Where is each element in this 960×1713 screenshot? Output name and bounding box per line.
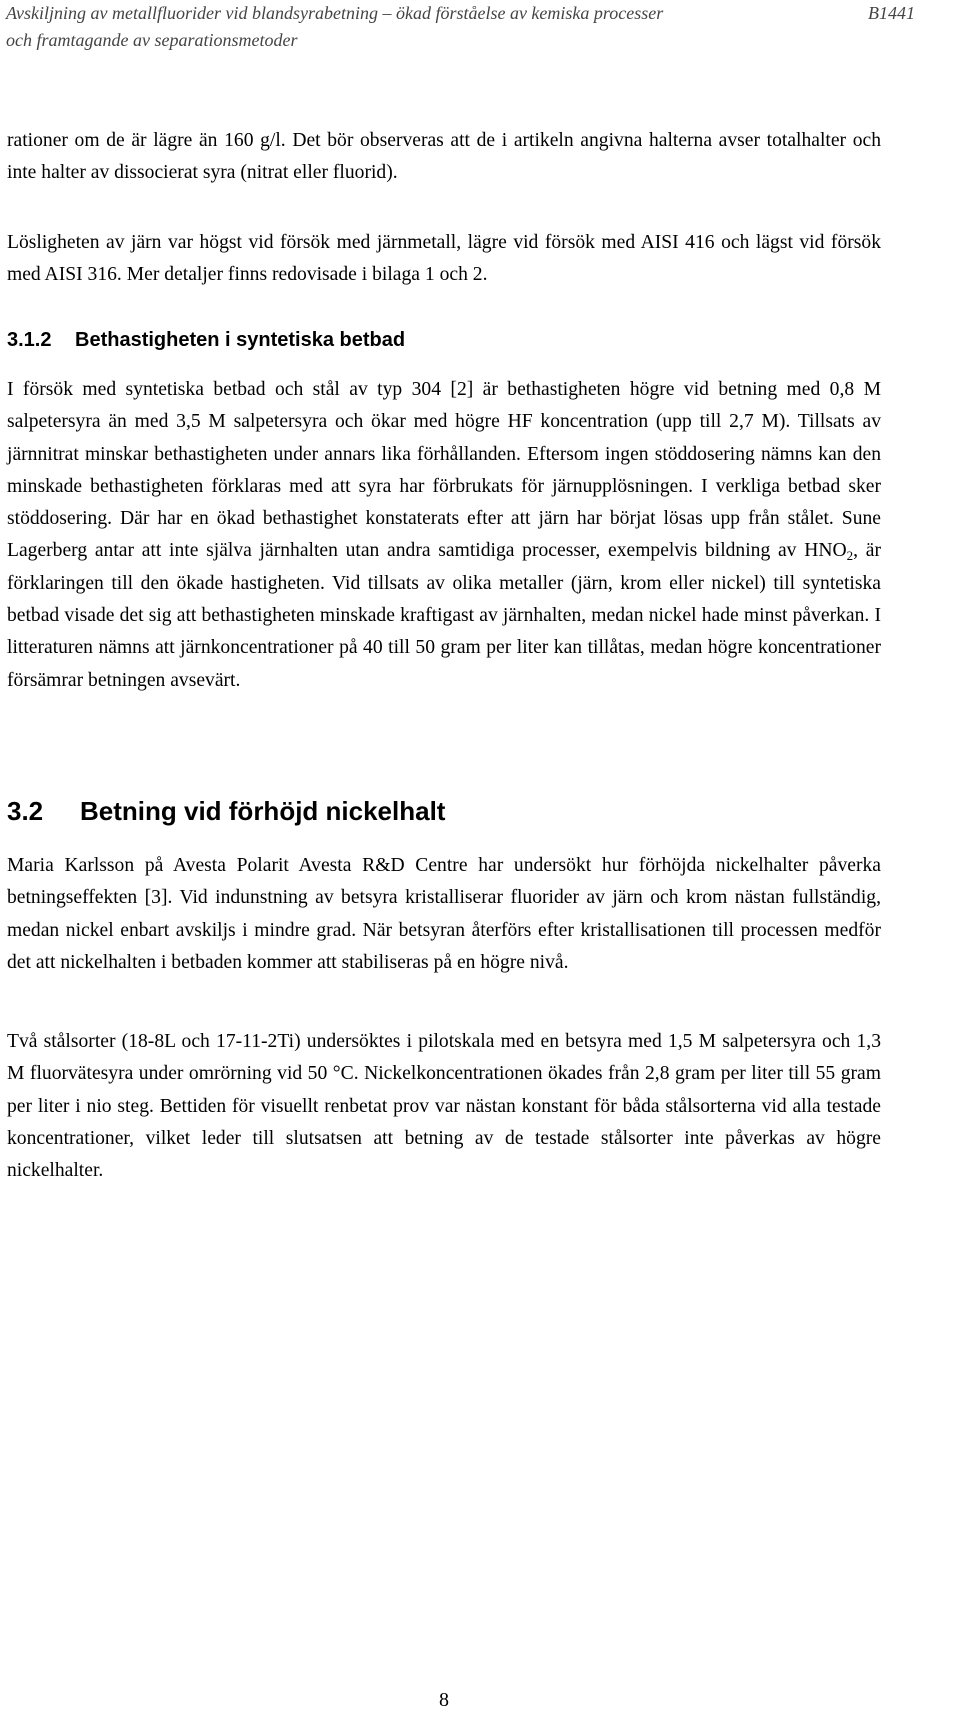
paragraph-pickling-rate — [7, 374, 881, 697]
section-title: Bethastigheten i syntetiska betbad — [75, 329, 406, 351]
subscript: 2 — [846, 548, 854, 564]
header-title-line-1: Avskiljning av metallfluorider vid blandsyrabetning – ökad förståelse av kemiska processer — [6, 3, 664, 23]
section-title: Betning vid förhöjd nickelhalt — [80, 796, 446, 826]
section-heading-3-1-2 — [7, 327, 405, 353]
report-code: B1441 — [868, 3, 915, 23]
paragraph-pilot-scale: Två stålsorter (18-8L och 17-11-2Ti) undersöktes i pilotskala med en betsyra med 1,5 M salpetersyra och 1,3 M fluorvätesyra under omrörning vid 50 °C. Nickelkoncentrationen ökades från 2,8 gram per liter till 55 gram per liter i nio steg. Bettiden för visuellt renbetat prov var nästan konstant för båda stålsorterna vid alla testade koncentrationer, vilket leder till slutsatsen att betning av de testade stålsorter inte påverkas av högre nickelhalter. — [7, 1031, 881, 1182]
body-text: , är förklaringen till den ökade hastigheten. Vid tillsats av olika metaller (järn, krom eller nickel) till syntetiska betbad visade det sig att bethastigheten minskade kraftigast av järnhalten, medan nickel hade minst påverkan. I litteraturen nämns att järnkoncentrationer på 40 till 50 gram per liter kan tillåtas, medan högre koncentrationer försämrar betningen avsevärt. — [7, 540, 881, 691]
running-header-title — [6, 0, 796, 54]
section-heading-3-2 — [7, 795, 445, 827]
section-number: 3.1.2 — [7, 329, 52, 351]
paragraph-nickel-study: Maria Karlsson på Avesta Polarit Avesta R&D Centre har undersökt hur förhöjda nickelhalter påverka betningseffekten [3]. Vid indunstning av betsyra kristalliserar fluorider av järn och krom nästan fullständig, medan nickel enbart avskiljs i mindre grad. När betsyran återförs efter kristallisationen till processen medför det att nickelhalten i betbaden kommer att stabiliseras på en högre nivå. — [7, 855, 881, 973]
paragraph-concentrations: rationer om de är lägre än 160 g/l. Det bör observeras att de i artikeln angivna halterna avser totalhalter och inte halter av dissocierat syra (nitrat eller fluorid). — [7, 130, 881, 184]
header-title-line-2: och framtagande av separationsmetoder — [6, 30, 298, 50]
page-number: 8 — [439, 1689, 449, 1711]
paragraph-iron-solubility: Lösligheten av järn var högst vid försök med järnmetall, lägre vid försök med AISI 416 och lägst vid försök med AISI 316. Mer detaljer finns redovisade i bilaga 1 och 2. — [7, 232, 881, 286]
body-text: I försök med syntetiska betbad och stål av typ 304 [2] är bethastigheten högre vid betning med 0,8 M salpetersyra än med 3,5 M salpetersyra och ökar med högre HF koncentration (upp till 2,7 M). Tillsats av järnnitrat minskar bethastigheten under annars lika förhållanden. Eftersom ingen stöddosering nämns kan den minskade bethastigheten förklaras med att syra har förbrukats för järnupplösningen. I verkliga betbad sker stöddosering. Där har en ökad bethastighet konstaterats efter att järn har börjat lösas upp från stålet. Sune Lagerberg antar att inte själva järnhalten utan andra samtidiga processer, exempelvis bildning av HNO — [7, 379, 881, 562]
section-number: 3.2 — [7, 796, 44, 826]
